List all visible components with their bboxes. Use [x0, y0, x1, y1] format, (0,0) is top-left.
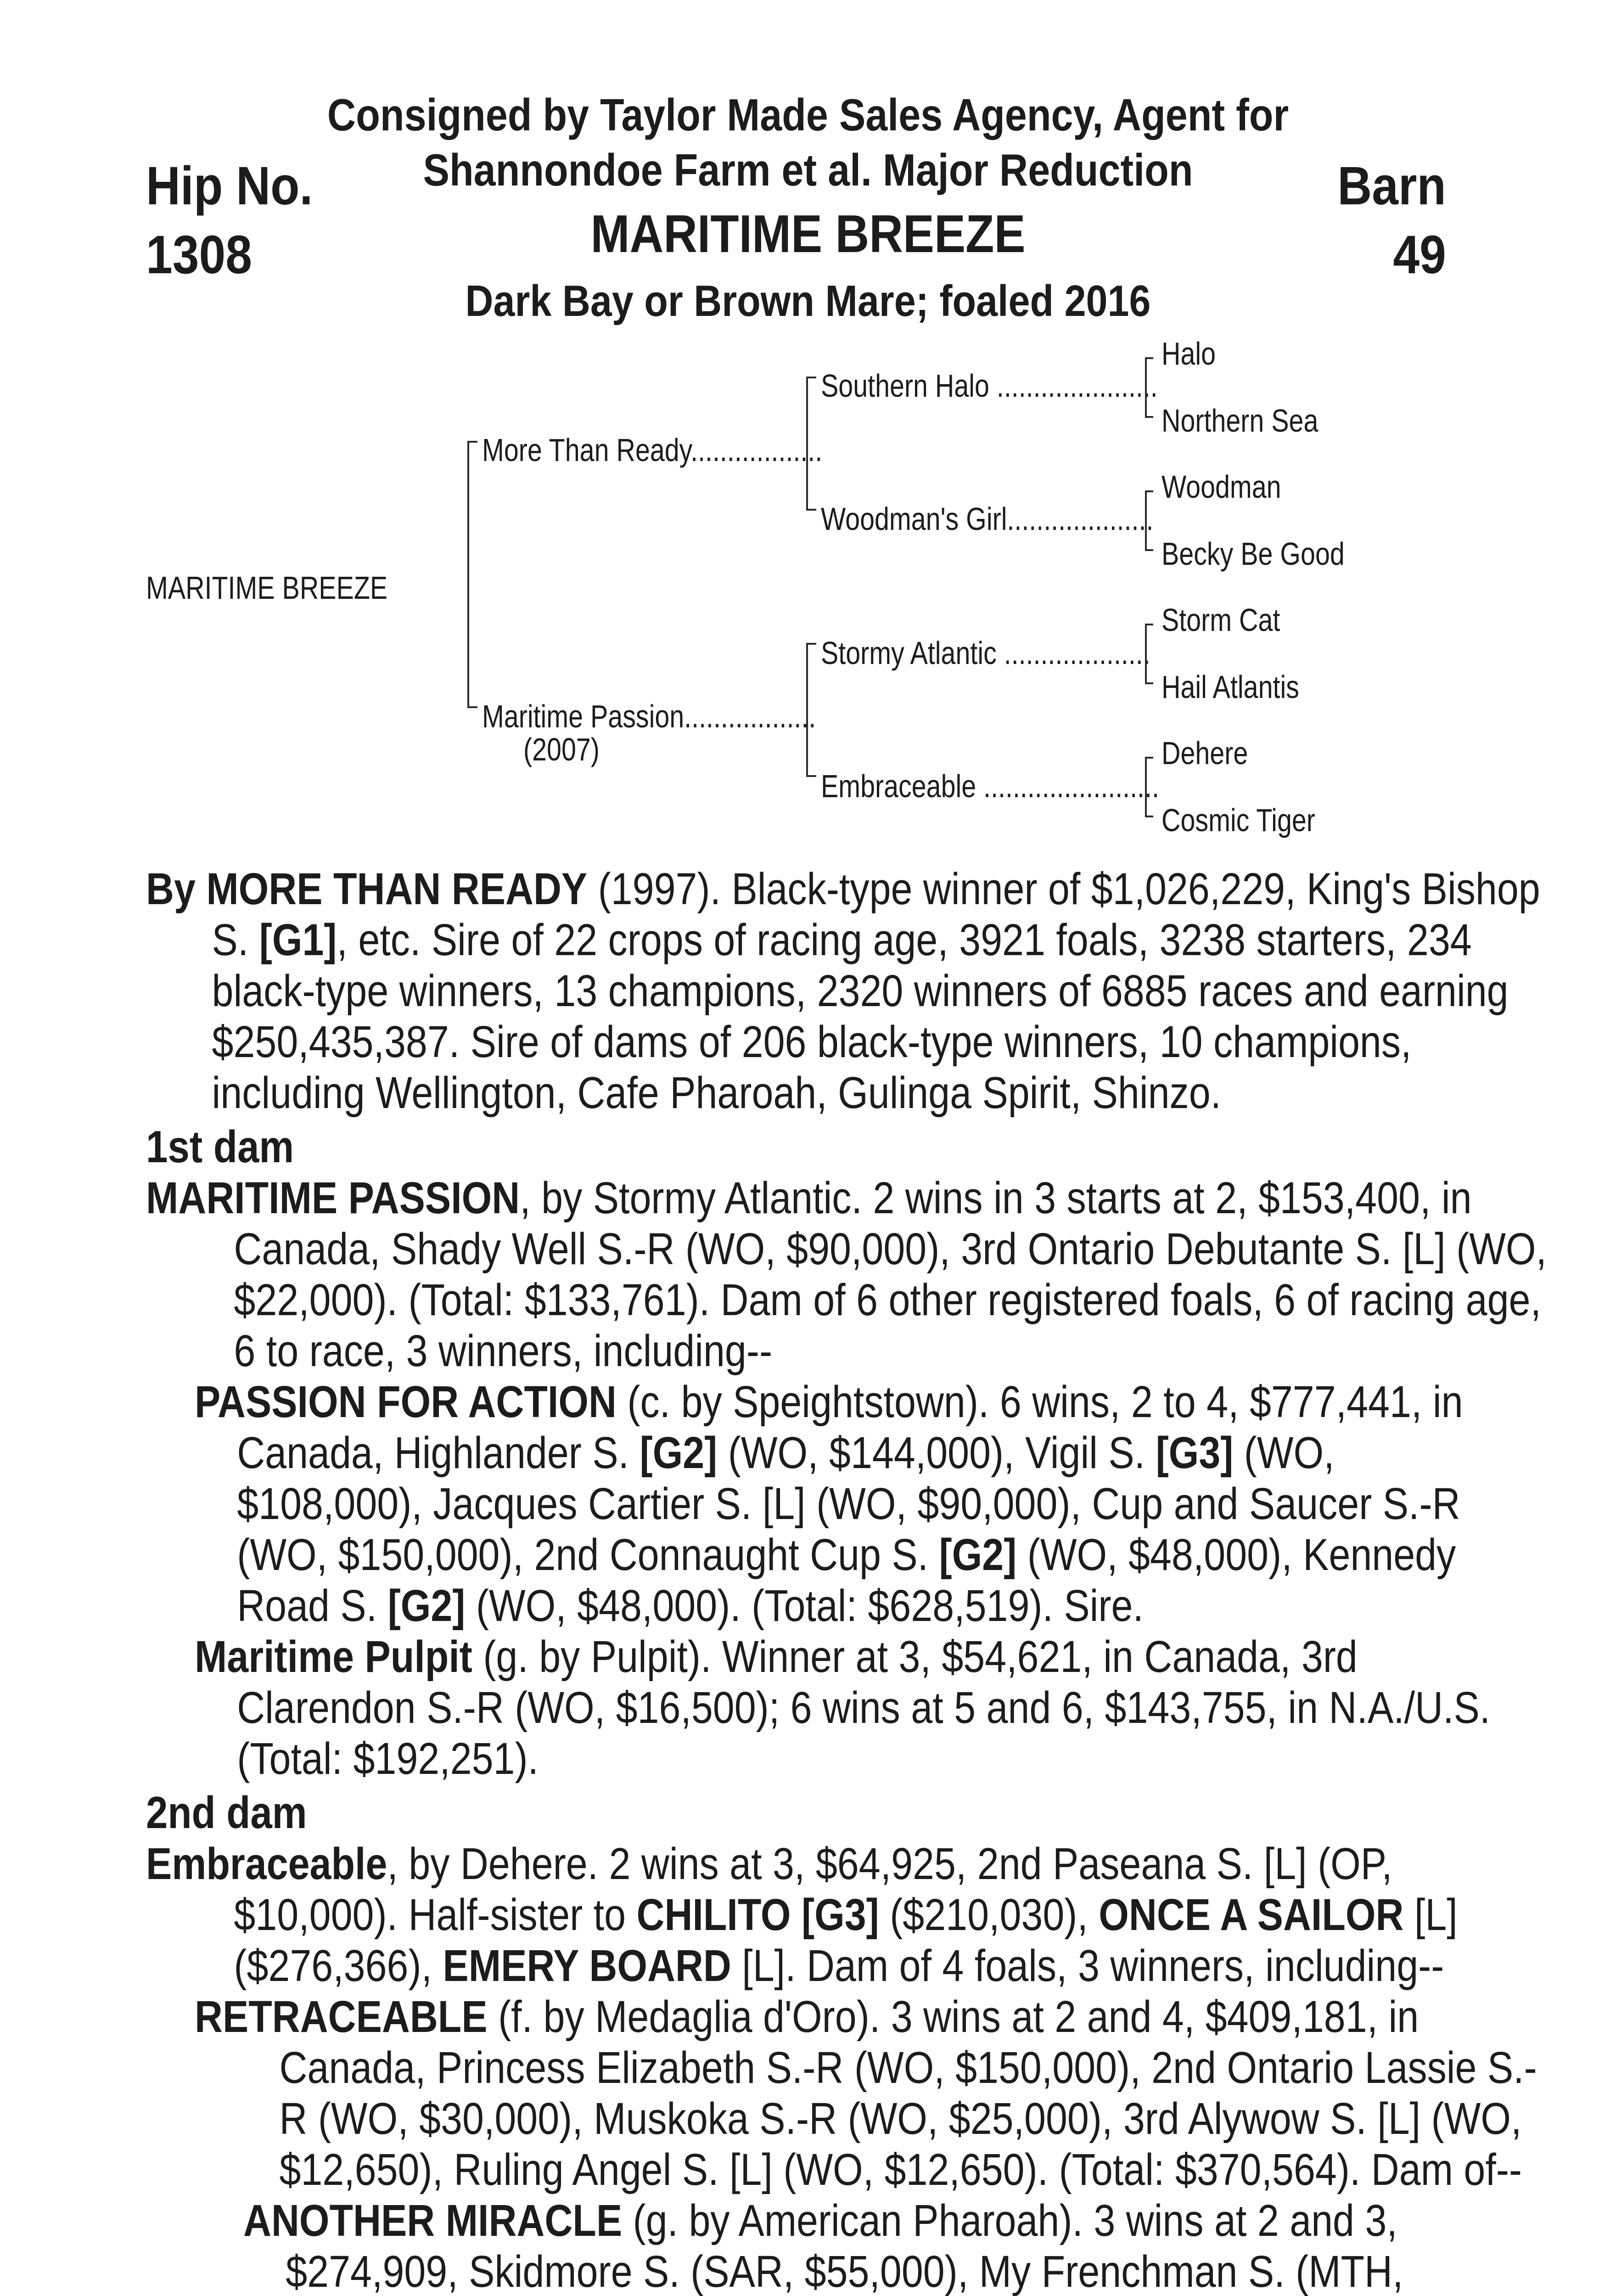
pedigree-g3-4: Becky Be Good — [1162, 536, 1345, 572]
bracket-tick — [1145, 490, 1153, 492]
bracket-gen2-dam — [806, 643, 808, 776]
pedigree-dam-year: (2007) — [523, 732, 600, 767]
pedigree-sire-dam: Woodman's Girl.................... — [821, 501, 1154, 537]
bracket-tick — [1145, 682, 1153, 684]
bracket-gen1 — [467, 441, 469, 707]
bracket-tick — [806, 377, 816, 378]
pedigree-g3-6: Hail Atlantis — [1162, 669, 1299, 705]
second-dam-paragraph: Embraceable, by Dehere. 2 wins at 3, $64,925, 2nd Paseana S. [L] (OP, $10,000). Half-sister to CHILITO [G3] ($210,030), ONCE A SAILOR [L] ($276,366), EMERY BOARD [L]. Dam of 4 foals, 3 winners, including-- — [146, 1839, 1458, 1991]
pedigree-dam-sire: Stormy Atlantic .................... — [821, 635, 1150, 671]
bracket-tick — [1145, 416, 1153, 418]
sire-name: MORE THAN READY — [206, 864, 588, 914]
consignor-line-2: Shannondoe Farm et al. Major Reduction — [423, 145, 1193, 195]
second-dam-heading: 2nd dam — [146, 1787, 307, 1838]
pedigree-g3-7: Dehere — [1162, 735, 1248, 771]
sire-paragraph: By MORE THAN READY (1997). Black-type winner of $1,026,229, King's Bishop S. [G1], etc. Sire of 22 crops of racing age, 3921 foals, 3238 starters, 234 black-type winners, 13 champions, 2320 winners of 6885 races and earning $250,435,387. Sire of dams of 206 black-type winners, 10 champions, including Wellington, Cafe Pharoah, Gulinga Spirit, Shinzo. — [146, 864, 1540, 1118]
pedigree-g3-1: Halo — [1162, 336, 1216, 371]
consignor-line-1: Consigned by Taylor Made Sales Agency, Agent for — [327, 90, 1289, 140]
first-dam-heading: 1st dam — [146, 1121, 294, 1172]
foal-passion-for-action: PASSION FOR ACTION (c. by Speightstown). 6 wins, 2 to 4, $777,441, in Canada, Highlander S. [G2] (WO, $144,000), Vigil S. [G3] (WO, $108,000), Jacques Cartier S. [L] (WO, $90,000), Cup and Saucer S.-R (WO, $150,000), 2nd Connaught Cup S. [G2] (WO, $48,000), Kennedy Road S. [G2] (WO, $48,000). (Total: $628,519). Sire. — [195, 1377, 1463, 1631]
pedigree-g3-3: Woodman — [1162, 469, 1281, 505]
pedigree-g3-2: Northern Sea — [1162, 403, 1319, 439]
pedigree-chart — [0, 0, 1616, 850]
bracket-tick — [467, 441, 477, 443]
bracket-tick — [467, 706, 477, 708]
pedigree-dam-dam: Embraceable ........................ — [821, 768, 1159, 804]
bracket-tick — [1145, 624, 1153, 625]
first-dam-paragraph: MARITIME PASSION, by Stormy Atlantic. 2 wins in 3 starts at 2, $153,400, in Canada, Shady Well S.-R (WO, $90,000), 3rd Ontario Debutante S. [L] (WO, $22,000). (Total: $133,761). Dam of 6 other registered foals, 6 of racing age, 6 to race, 3 winners, including-- — [146, 1173, 1547, 1376]
bracket-gen3 — [1145, 624, 1147, 683]
bracket-gen3 — [1145, 490, 1147, 550]
bracket-gen2-sire — [806, 377, 808, 510]
second-dam-name: Embraceable — [146, 1839, 387, 1889]
first-dam-name: MARITIME PASSION — [146, 1173, 520, 1223]
pedigree-sire: More Than Ready.................. — [482, 432, 823, 468]
bracket-tick — [1145, 549, 1153, 551]
barn-label: Barn — [1337, 156, 1446, 216]
pedigree-dam: Maritime Passion.................. — [482, 698, 816, 734]
hip-number: 1308 — [146, 225, 252, 285]
horse-description: Dark Bay or Brown Mare; foaled 2016 — [465, 276, 1151, 326]
hip-label: Hip No. — [146, 156, 313, 216]
pedigree-g3-8: Cosmic Tiger — [1162, 802, 1315, 838]
pedigree-g3-5: Storm Cat — [1162, 602, 1280, 638]
foal-retraceable: RETRACEABLE (f. by Medaglia d'Oro). 3 wins at 2 and 4, $409,181, in Canada, Princess Elizabeth S.-R (WO, $150,000), 2nd Ontario Lassie S.-R (WO, $30,000), Muskoka S.-R (WO, $25,000), 3rd Alywow S. [L] (WO, $12,650), Ruling Angel S. [L] (WO, $12,650). (Total: $370,564). Dam of-- — [195, 1992, 1537, 2195]
bracket-tick — [1145, 816, 1153, 817]
bracket-tick — [806, 643, 816, 645]
horse-name: MARITIME BREEZE — [590, 204, 1026, 264]
bracket-tick — [1145, 357, 1153, 359]
bracket-tick — [806, 509, 816, 511]
bracket-tick — [806, 775, 816, 777]
pedigree-sire-sire: Southern Halo ...................... — [821, 368, 1158, 404]
bracket-gen3 — [1145, 357, 1147, 417]
foal-maritime-pulpit: Maritime Pulpit (g. by Pulpit). Winner at 3, $54,621, in Canada, 3rd Clarendon S.-R (WO, $16,500); 6 wins at 5 and 6, $143,755, in N.A./U.S. (Total: $192,251). — [195, 1632, 1491, 1784]
granddaughter-another-miracle: ANOTHER MIRACLE (g. by American Pharoah). 3 wins at 2 and 3, $274,909, Skidmore S. (SAR, $55,000), My Frenchman S. (MTH, — [243, 2195, 1403, 2296]
pedigree-subject: MARITIME BREEZE — [146, 570, 388, 606]
barn-number: 49 — [1393, 225, 1446, 285]
bracket-tick — [1145, 757, 1153, 759]
bracket-gen3 — [1145, 757, 1147, 816]
catalog-body — [146, 863, 1547, 2296]
